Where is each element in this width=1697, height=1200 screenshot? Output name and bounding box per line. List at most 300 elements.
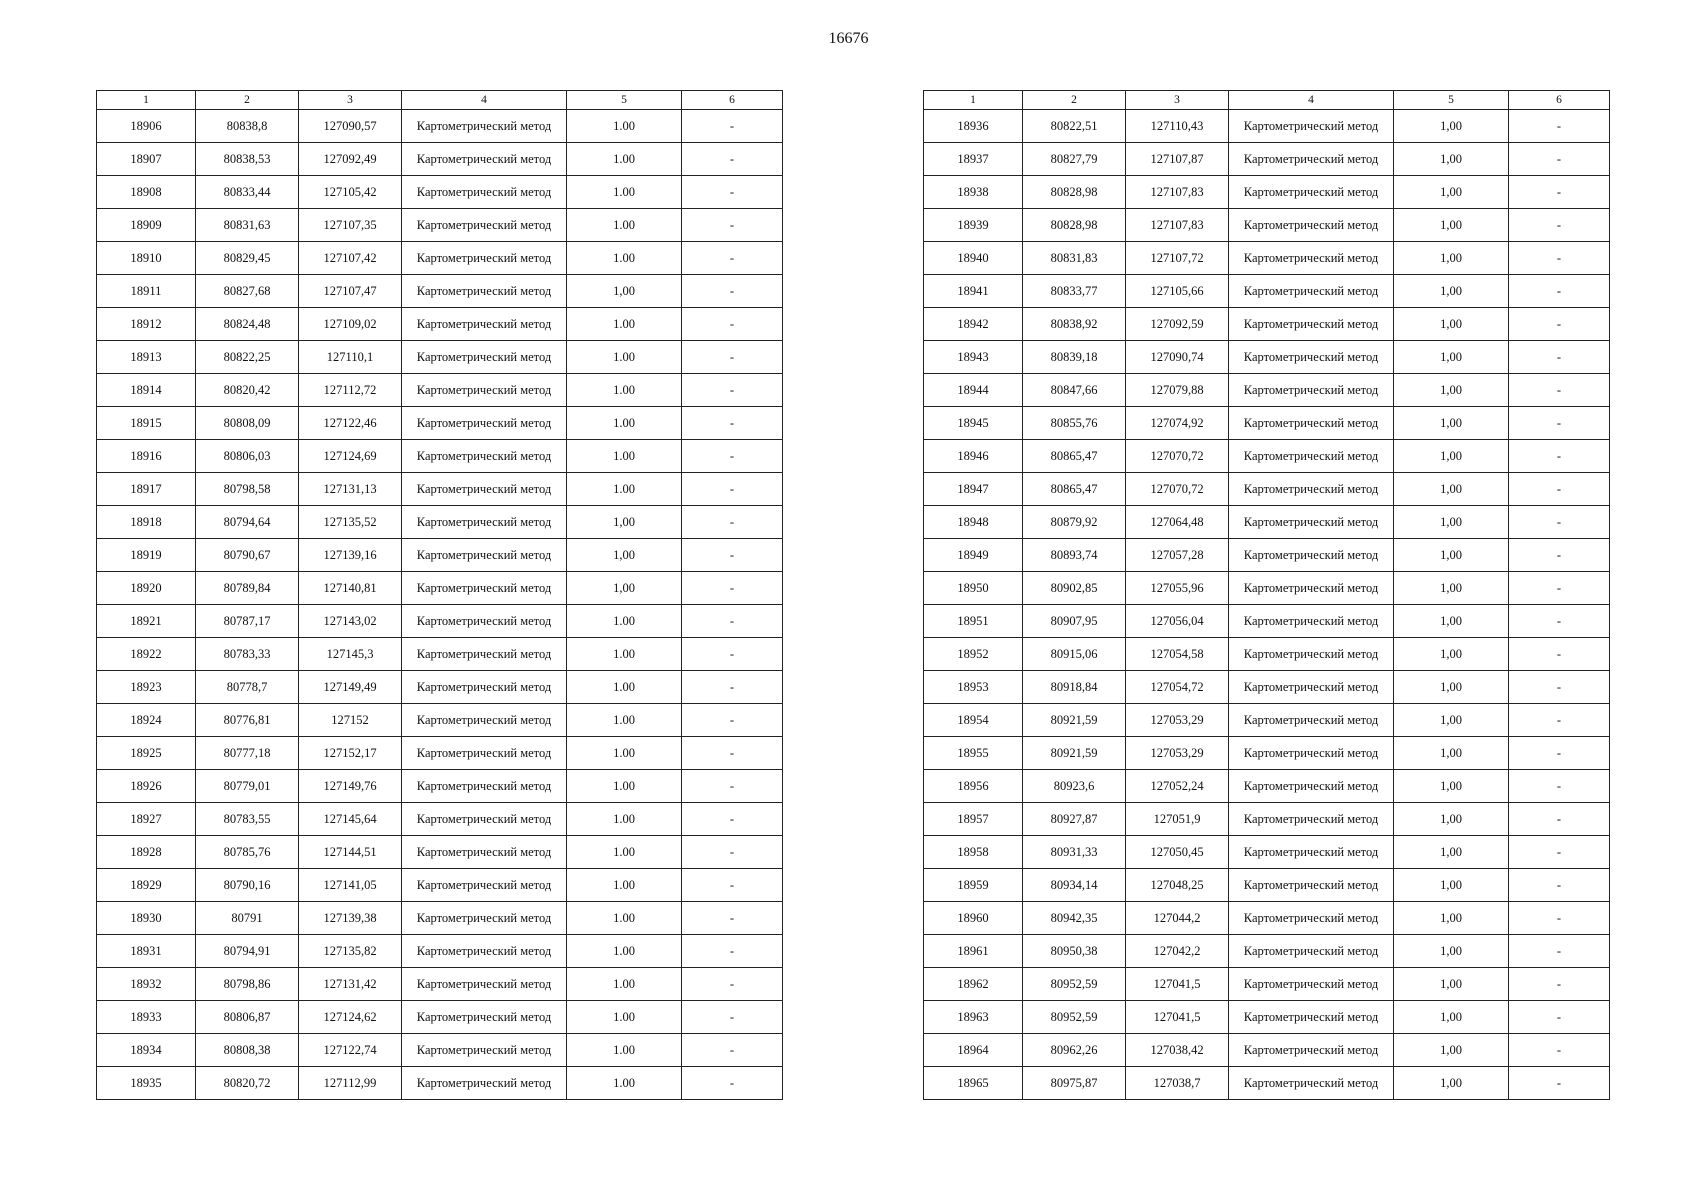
method-cell: Картометрический метод [402,440,567,473]
note-cell: - [682,770,783,803]
accuracy-cell: 1.00 [567,176,682,209]
point-number-cell: 18912 [97,308,196,341]
x-coordinate-cell: 80779,01 [196,770,299,803]
point-number-cell: 18962 [924,968,1023,1001]
y-coordinate-cell: 127140,81 [299,572,402,605]
note-cell: - [1509,572,1610,605]
note-cell: - [1509,176,1610,209]
note-cell: - [1509,737,1610,770]
x-coordinate-cell: 80828,98 [1023,209,1126,242]
point-number-cell: 18913 [97,341,196,374]
point-number-cell: 18915 [97,407,196,440]
note-cell: - [1509,308,1610,341]
note-cell: - [682,869,783,902]
x-coordinate-cell: 80838,92 [1023,308,1126,341]
point-number-cell: 18925 [97,737,196,770]
x-coordinate-cell: 80921,59 [1023,737,1126,770]
accuracy-cell: 1.00 [567,473,682,506]
point-number-cell: 18910 [97,242,196,275]
accuracy-cell: 1.00 [567,770,682,803]
point-number-cell: 18939 [924,209,1023,242]
note-cell: - [1509,902,1610,935]
accuracy-cell: 1.00 [567,902,682,935]
x-coordinate-cell: 80962,26 [1023,1034,1126,1067]
note-cell: - [682,308,783,341]
y-coordinate-cell: 127141,05 [299,869,402,902]
x-coordinate-cell: 80820,72 [196,1067,299,1100]
table-row [924,209,1610,242]
table-row [97,1067,783,1100]
y-coordinate-cell: 127109,02 [299,308,402,341]
column-header: 2 [1023,91,1126,110]
table-row [924,605,1610,638]
note-cell: - [1509,770,1610,803]
table-row [97,968,783,1001]
y-coordinate-cell: 127124,62 [299,1001,402,1034]
point-number-cell: 18965 [924,1067,1023,1100]
x-coordinate-cell: 80828,98 [1023,176,1126,209]
point-number-cell: 18917 [97,473,196,506]
note-cell: - [682,143,783,176]
method-cell: Картометрический метод [402,374,567,407]
y-coordinate-cell: 127107,87 [1126,143,1229,176]
note-cell: - [682,935,783,968]
point-number-cell: 18926 [97,770,196,803]
note-cell: - [1509,341,1610,374]
table-row [924,638,1610,671]
point-number-cell: 18921 [97,605,196,638]
method-cell: Картометрический метод [1229,869,1394,902]
point-number-cell: 18922 [97,638,196,671]
x-coordinate-cell: 80806,03 [196,440,299,473]
accuracy-cell: 1.00 [567,803,682,836]
x-coordinate-cell: 80923,6 [1023,770,1126,803]
table-row [924,407,1610,440]
note-cell: - [1509,473,1610,506]
point-number-cell: 18944 [924,374,1023,407]
y-coordinate-cell: 127054,58 [1126,638,1229,671]
table-row [97,770,783,803]
accuracy-cell: 1,00 [1394,572,1509,605]
y-coordinate-cell: 127053,29 [1126,704,1229,737]
accuracy-cell: 1.00 [567,737,682,770]
note-cell: - [1509,704,1610,737]
y-coordinate-cell: 127107,42 [299,242,402,275]
y-coordinate-cell: 127038,42 [1126,1034,1229,1067]
method-cell: Картометрический метод [402,506,567,539]
x-coordinate-cell: 80921,59 [1023,704,1126,737]
accuracy-cell: 1.00 [567,1001,682,1034]
y-coordinate-cell: 127092,49 [299,143,402,176]
table-row [97,605,783,638]
accuracy-cell: 1.00 [567,308,682,341]
table-row [97,572,783,605]
table-row [97,803,783,836]
point-number-cell: 18927 [97,803,196,836]
x-coordinate-cell: 80806,87 [196,1001,299,1034]
y-coordinate-cell: 127107,35 [299,209,402,242]
y-coordinate-cell: 127105,66 [1126,275,1229,308]
accuracy-cell: 1,00 [1394,935,1509,968]
accuracy-cell: 1.00 [567,407,682,440]
x-coordinate-cell: 80902,85 [1023,572,1126,605]
y-coordinate-cell: 127144,51 [299,836,402,869]
x-coordinate-cell: 80865,47 [1023,473,1126,506]
table-row [924,275,1610,308]
method-cell: Картометрический метод [402,572,567,605]
method-cell: Картометрический метод [1229,275,1394,308]
column-header: 5 [567,91,682,110]
y-coordinate-cell: 127055,96 [1126,572,1229,605]
table-row [97,935,783,968]
x-coordinate-cell: 80791 [196,902,299,935]
table-row [97,704,783,737]
y-coordinate-cell: 127050,45 [1126,836,1229,869]
column-header: 5 [1394,91,1509,110]
method-cell: Картометрический метод [1229,1034,1394,1067]
accuracy-cell: 1,00 [1394,275,1509,308]
method-cell: Картометрический метод [1229,539,1394,572]
accuracy-cell: 1.00 [567,242,682,275]
column-header: 1 [924,91,1023,110]
x-coordinate-cell: 80839,18 [1023,341,1126,374]
accuracy-cell: 1,00 [567,275,682,308]
table-row [924,374,1610,407]
table-row [97,440,783,473]
method-cell: Картометрический метод [402,671,567,704]
table-row [924,176,1610,209]
table-row [924,737,1610,770]
accuracy-cell: 1.00 [567,605,682,638]
table-row [97,1001,783,1034]
x-coordinate-cell: 80778,7 [196,671,299,704]
x-coordinate-cell: 80794,64 [196,506,299,539]
point-number-cell: 18960 [924,902,1023,935]
note-cell: - [1509,275,1610,308]
x-coordinate-cell: 80789,84 [196,572,299,605]
note-cell: - [682,1067,783,1100]
x-coordinate-cell: 80931,33 [1023,836,1126,869]
table-row [924,143,1610,176]
x-coordinate-cell: 80798,86 [196,968,299,1001]
accuracy-cell: 1,00 [1394,605,1509,638]
y-coordinate-cell: 127131,42 [299,968,402,1001]
table-row [924,836,1610,869]
y-coordinate-cell: 127149,49 [299,671,402,704]
point-number-cell: 18914 [97,374,196,407]
accuracy-cell: 1,00 [1394,242,1509,275]
table-row [97,110,783,143]
table-row [97,242,783,275]
note-cell: - [1509,242,1610,275]
x-coordinate-cell: 80787,17 [196,605,299,638]
point-number-cell: 18931 [97,935,196,968]
table-row [924,341,1610,374]
accuracy-cell: 1,00 [1394,374,1509,407]
x-coordinate-cell: 80833,44 [196,176,299,209]
point-number-cell: 18949 [924,539,1023,572]
note-cell: - [682,275,783,308]
point-number-cell: 18920 [97,572,196,605]
table-row [924,704,1610,737]
table-row [97,341,783,374]
y-coordinate-cell: 127107,47 [299,275,402,308]
accuracy-cell: 1,00 [567,539,682,572]
method-cell: Картометрический метод [1229,935,1394,968]
point-number-cell: 18953 [924,671,1023,704]
y-coordinate-cell: 127122,74 [299,1034,402,1067]
y-coordinate-cell: 127135,82 [299,935,402,968]
y-coordinate-cell: 127107,83 [1126,176,1229,209]
table-row [924,308,1610,341]
y-coordinate-cell: 127090,74 [1126,341,1229,374]
point-number-cell: 18963 [924,1001,1023,1034]
accuracy-cell: 1.00 [567,968,682,1001]
point-number-cell: 18934 [97,1034,196,1067]
note-cell: - [1509,1067,1610,1100]
table-row [97,836,783,869]
point-number-cell: 18929 [97,869,196,902]
y-coordinate-cell: 127152,17 [299,737,402,770]
method-cell: Картометрический метод [1229,440,1394,473]
point-number-cell: 18906 [97,110,196,143]
note-cell: - [682,539,783,572]
table-row [97,506,783,539]
method-cell: Картометрический метод [1229,605,1394,638]
point-number-cell: 18936 [924,110,1023,143]
x-coordinate-cell: 80927,87 [1023,803,1126,836]
note-cell: - [1509,968,1610,1001]
y-coordinate-cell: 127056,04 [1126,605,1229,638]
table-row [97,176,783,209]
x-coordinate-cell: 80831,83 [1023,242,1126,275]
note-cell: - [682,176,783,209]
method-cell: Картометрический метод [402,1001,567,1034]
accuracy-cell: 1,00 [1394,473,1509,506]
point-number-cell: 18941 [924,275,1023,308]
table-row [924,539,1610,572]
method-cell: Картометрический метод [402,638,567,671]
accuracy-cell: 1,00 [1394,737,1509,770]
point-number-cell: 18951 [924,605,1023,638]
note-cell: - [1509,638,1610,671]
note-cell: - [682,1034,783,1067]
x-coordinate-cell: 80783,33 [196,638,299,671]
note-cell: - [682,605,783,638]
method-cell: Картометрический метод [402,1034,567,1067]
method-cell: Картометрический метод [402,110,567,143]
note-cell: - [1509,209,1610,242]
method-cell: Картометрический метод [1229,638,1394,671]
x-coordinate-cell: 80838,8 [196,110,299,143]
y-coordinate-cell: 127048,25 [1126,869,1229,902]
accuracy-cell: 1,00 [1394,110,1509,143]
table-row [924,1034,1610,1067]
x-coordinate-cell: 80934,14 [1023,869,1126,902]
y-coordinate-cell: 127107,83 [1126,209,1229,242]
method-cell: Картометрический метод [1229,671,1394,704]
point-number-cell: 18932 [97,968,196,1001]
table-row [97,1034,783,1067]
x-coordinate-cell: 80820,42 [196,374,299,407]
accuracy-cell: 1.00 [567,869,682,902]
point-number-cell: 18916 [97,440,196,473]
x-coordinate-cell: 80783,55 [196,803,299,836]
table-row [97,869,783,902]
y-coordinate-cell: 127122,46 [299,407,402,440]
x-coordinate-cell: 80975,87 [1023,1067,1126,1100]
accuracy-cell: 1,00 [1394,308,1509,341]
accuracy-cell: 1.00 [567,143,682,176]
method-cell: Картометрический метод [1229,374,1394,407]
x-coordinate-cell: 80776,81 [196,704,299,737]
method-cell: Картометрический метод [402,242,567,275]
accuracy-cell: 1,00 [1394,671,1509,704]
point-number-cell: 18956 [924,770,1023,803]
table-row [924,803,1610,836]
y-coordinate-cell: 127124,69 [299,440,402,473]
point-number-cell: 18959 [924,869,1023,902]
method-cell: Картометрический метод [1229,473,1394,506]
note-cell: - [682,638,783,671]
method-cell: Картометрический метод [1229,176,1394,209]
method-cell: Картометрический метод [402,275,567,308]
x-coordinate-cell: 80865,47 [1023,440,1126,473]
method-cell: Картометрический метод [1229,209,1394,242]
x-coordinate-cell: 80790,16 [196,869,299,902]
point-number-cell: 18945 [924,407,1023,440]
note-cell: - [1509,407,1610,440]
accuracy-cell: 1,00 [1394,506,1509,539]
note-cell: - [682,1001,783,1034]
note-cell: - [682,704,783,737]
x-coordinate-cell: 80822,51 [1023,110,1126,143]
y-coordinate-cell: 127054,72 [1126,671,1229,704]
note-cell: - [1509,605,1610,638]
column-header: 4 [402,91,567,110]
method-cell: Картометрический метод [1229,803,1394,836]
point-number-cell: 18958 [924,836,1023,869]
x-coordinate-cell: 80790,67 [196,539,299,572]
y-coordinate-cell: 127105,42 [299,176,402,209]
table-body [97,110,783,1100]
y-coordinate-cell: 127131,13 [299,473,402,506]
x-coordinate-cell: 80952,59 [1023,1001,1126,1034]
y-coordinate-cell: 127052,24 [1126,770,1229,803]
header-row [924,91,1610,110]
point-number-cell: 18940 [924,242,1023,275]
y-coordinate-cell: 127107,72 [1126,242,1229,275]
method-cell: Картометрический метод [1229,1067,1394,1100]
accuracy-cell: 1.00 [567,110,682,143]
y-coordinate-cell: 127064,48 [1126,506,1229,539]
accuracy-cell: 1,00 [1394,902,1509,935]
y-coordinate-cell: 127112,72 [299,374,402,407]
y-coordinate-cell: 127149,76 [299,770,402,803]
method-cell: Картометрический метод [402,209,567,242]
method-cell: Картометрический метод [1229,407,1394,440]
y-coordinate-cell: 127110,1 [299,341,402,374]
table-row [924,1067,1610,1100]
x-coordinate-cell: 80822,25 [196,341,299,374]
note-cell: - [682,242,783,275]
method-cell: Картометрический метод [1229,1001,1394,1034]
accuracy-cell: 1,00 [1394,1067,1509,1100]
note-cell: - [682,374,783,407]
note-cell: - [682,407,783,440]
x-coordinate-cell: 80833,77 [1023,275,1126,308]
x-coordinate-cell: 80808,09 [196,407,299,440]
note-cell: - [1509,440,1610,473]
x-coordinate-cell: 80950,38 [1023,935,1126,968]
note-cell: - [682,440,783,473]
table-row [97,539,783,572]
table-body [924,110,1610,1100]
method-cell: Картометрический метод [1229,836,1394,869]
accuracy-cell: 1,00 [1394,209,1509,242]
point-number-cell: 18911 [97,275,196,308]
x-coordinate-cell: 80893,74 [1023,539,1126,572]
point-number-cell: 18948 [924,506,1023,539]
y-coordinate-cell: 127051,9 [1126,803,1229,836]
x-coordinate-cell: 80847,66 [1023,374,1126,407]
point-number-cell: 18964 [924,1034,1023,1067]
column-header: 2 [196,91,299,110]
note-cell: - [682,572,783,605]
note-cell: - [682,341,783,374]
method-cell: Картометрический метод [402,869,567,902]
column-header: 6 [682,91,783,110]
note-cell: - [682,473,783,506]
accuracy-cell: 1.00 [567,704,682,737]
note-cell: - [682,506,783,539]
y-coordinate-cell: 127135,52 [299,506,402,539]
y-coordinate-cell: 127143,02 [299,605,402,638]
note-cell: - [1509,374,1610,407]
method-cell: Картометрический метод [402,968,567,1001]
method-cell: Картометрический метод [402,704,567,737]
table-row [924,110,1610,143]
note-cell: - [682,968,783,1001]
y-coordinate-cell: 127092,59 [1126,308,1229,341]
x-coordinate-cell: 80918,84 [1023,671,1126,704]
table-row [97,275,783,308]
method-cell: Картометрический метод [1229,242,1394,275]
note-cell: - [1509,1034,1610,1067]
y-coordinate-cell: 127041,5 [1126,968,1229,1001]
accuracy-cell: 1,00 [1394,341,1509,374]
x-coordinate-cell: 80855,76 [1023,407,1126,440]
table-row [97,407,783,440]
y-coordinate-cell: 127112,99 [299,1067,402,1100]
point-number-cell: 18919 [97,539,196,572]
accuracy-cell: 1,00 [1394,539,1509,572]
note-cell: - [682,209,783,242]
x-coordinate-cell: 80777,18 [196,737,299,770]
point-number-cell: 18909 [97,209,196,242]
x-coordinate-cell: 80829,45 [196,242,299,275]
accuracy-cell: 1,00 [1394,836,1509,869]
method-cell: Картометрический метод [402,737,567,770]
accuracy-cell: 1.00 [567,341,682,374]
header-row [97,91,783,110]
accuracy-cell: 1,00 [1394,770,1509,803]
method-cell: Картометрический метод [402,143,567,176]
table-row [97,374,783,407]
note-cell: - [682,671,783,704]
method-cell: Картометрический метод [1229,737,1394,770]
method-cell: Картометрический метод [402,539,567,572]
